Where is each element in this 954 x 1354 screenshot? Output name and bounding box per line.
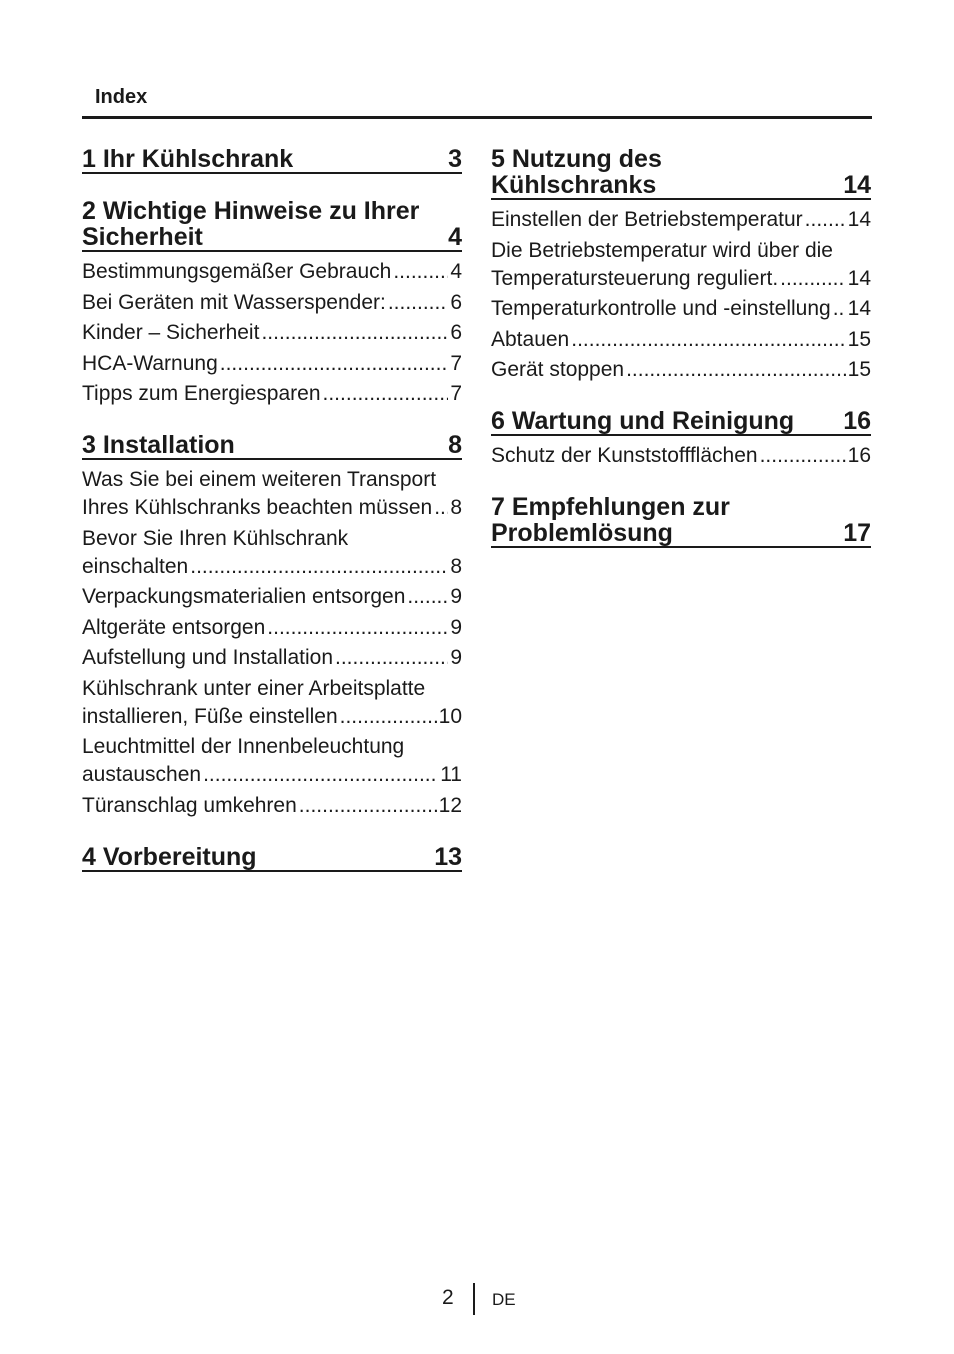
entry-line [491, 326, 871, 354]
toc-entry [491, 237, 871, 293]
section-page-number: 8 [448, 431, 462, 459]
entry-line [82, 319, 462, 347]
section-page-number: 4 [448, 223, 462, 251]
toc-entry [491, 442, 871, 470]
toc-section-heading [82, 844, 462, 872]
entry-line [491, 442, 871, 470]
section-title: Sicherheit [82, 223, 203, 251]
dot-leader [626, 356, 846, 384]
entry-page-number: 7 [450, 382, 462, 405]
dot-leader [299, 792, 437, 820]
entry-line [82, 761, 462, 789]
entry-page-number: 10 [438, 704, 462, 728]
toc-column-left [82, 146, 462, 872]
section-title-line [82, 844, 426, 870]
entry-page-number: 12 [438, 793, 462, 817]
dot-leader [805, 206, 846, 234]
entry-text: austauschen [82, 763, 202, 786]
section-title-line [82, 224, 440, 250]
entry-text: Gerät stoppen [491, 358, 625, 381]
entry-page-number: 14 [847, 208, 871, 231]
dot-leader [571, 326, 845, 354]
section-title-block [82, 432, 440, 458]
dot-leader [261, 319, 448, 347]
language-code: DE [492, 1290, 516, 1309]
section-page-number: 3 [448, 145, 462, 173]
entry-line [82, 703, 462, 731]
entry-page-number: 15 [847, 327, 871, 351]
dot-leader [780, 265, 845, 293]
entry-text-first-line: Was Sie bei einem weiteren Transport [82, 468, 437, 491]
entry-text: Aufstellung und Installation [82, 646, 334, 669]
entry-text: Tipps zum Energiesparen [82, 382, 321, 405]
toc-entry [82, 644, 462, 672]
entry-text: Einstellen der Betriebstemperatur [491, 208, 803, 231]
footer-divider [473, 1283, 475, 1315]
dot-leader [335, 644, 448, 672]
dot-leader [203, 761, 438, 789]
section-title-line [491, 408, 835, 434]
toc-entry [491, 295, 871, 323]
section-number: 5 [491, 145, 505, 173]
section-title: Problemlösung [491, 519, 673, 547]
section-title-line [82, 146, 440, 172]
entry-line [82, 583, 462, 611]
section-title-line [82, 198, 440, 224]
entry-page-number: 9 [450, 646, 462, 669]
entry-page-number: 8 [450, 496, 462, 519]
entry-text: Abtauen [491, 327, 570, 351]
entry-page-number: 15 [847, 358, 871, 381]
entry-text: Türanschlag umkehren [82, 793, 297, 817]
entry-line [82, 614, 462, 642]
entry-text-first-line: Bevor Sie Ihren Kühlschrank [82, 526, 349, 550]
dot-leader [220, 350, 449, 378]
section-title: Ihr Kühlschrank [102, 145, 294, 173]
entry-text: einschalten [82, 554, 189, 578]
dot-leader [393, 258, 448, 286]
section-number: 6 [491, 407, 505, 435]
section-title-block [491, 146, 835, 198]
toc-entry [82, 675, 462, 731]
entry-line [82, 792, 462, 820]
section-title-first-line: Wichtige Hinweise zu Ihrer [102, 197, 420, 225]
dot-leader [407, 583, 448, 611]
toc-entry [82, 733, 462, 789]
section-title-block [82, 146, 440, 172]
entry-page-number: 14 [847, 266, 871, 290]
section-title-block [82, 844, 426, 870]
entry-page-number: 4 [450, 260, 462, 283]
toc-entry [82, 258, 462, 286]
toc-entry [82, 525, 462, 581]
section-title-first-line: Nutzung des [511, 145, 662, 173]
entry-line [82, 350, 462, 378]
toc-entry [491, 206, 871, 234]
entry-line [82, 494, 462, 522]
dot-leader [340, 703, 437, 731]
section-title-line [491, 146, 835, 172]
page-number: 2 [442, 1286, 454, 1309]
section-title: Kühlschranks [491, 171, 657, 199]
entry-text: Altgeräte entsorgen [82, 615, 266, 639]
entry-line [82, 258, 462, 286]
header-rule [82, 116, 872, 119]
entry-line [82, 380, 462, 408]
entry-page-number: 9 [450, 585, 462, 608]
entry-page-number: 6 [450, 290, 462, 314]
toc-entry [82, 792, 462, 820]
entry-text: Bestimmungsgemäßer Gebrauch [82, 260, 392, 283]
entry-text: Schutz der Kunststoffflächen [491, 444, 758, 467]
entry-page-number: 11 [440, 763, 462, 786]
entry-page-number: 7 [450, 351, 462, 375]
section-page-number: 14 [843, 171, 871, 199]
entry-text: Bei Geräten mit Wasserspender: [82, 290, 386, 314]
entry-line [82, 644, 462, 672]
dot-leader [760, 442, 846, 470]
section-title: Installation [102, 431, 235, 459]
toc-entry [82, 466, 462, 522]
entry-page-number: 14 [847, 297, 871, 320]
section-title: Vorbereitung [102, 842, 257, 871]
entry-text-first-line: Die Betriebstemperatur wird über die [491, 238, 833, 262]
section-title: Wartung und Reinigung [511, 407, 795, 435]
section-number: 2 [82, 197, 96, 225]
toc-entry [82, 289, 462, 317]
toc-section-heading [491, 408, 871, 436]
entry-text: Temperaturkontrolle und -einstellung [491, 297, 831, 320]
entry-line [491, 356, 871, 384]
entry-text: Ihres Kühlschranks beachten müssen [82, 496, 433, 519]
toc-entry [491, 326, 871, 354]
entry-text-first-line: Kühlschrank unter einer Arbeitsplatte [82, 676, 426, 700]
dot-leader [388, 289, 448, 317]
section-title-block [491, 408, 835, 434]
entry-page-number: 8 [450, 554, 462, 578]
entry-page-number: 6 [450, 321, 462, 344]
toc-section-heading [82, 198, 462, 252]
toc-entry [82, 350, 462, 378]
toc-section-heading [491, 146, 871, 200]
toc-entry [491, 356, 871, 384]
section-title-line [491, 494, 835, 520]
dot-leader [434, 494, 448, 522]
entry-text-first-line: Leuchtmittel der Innenbeleuchtung [82, 735, 405, 758]
section-number: 4 [82, 842, 96, 871]
section-title-line [82, 432, 440, 458]
section-title-block [82, 198, 440, 250]
entry-text: Kinder – Sicherheit [82, 321, 260, 344]
toc-column-right [491, 146, 871, 548]
section-title-block [491, 494, 835, 546]
dot-leader [267, 614, 448, 642]
section-page-number: 16 [843, 407, 871, 435]
toc-entry [82, 583, 462, 611]
toc-entry [82, 614, 462, 642]
entry-line [491, 265, 871, 293]
section-page-number: 17 [843, 519, 871, 547]
entry-line [491, 206, 871, 234]
dot-leader [190, 553, 448, 581]
section-title-first-line: Empfehlungen zur [511, 493, 730, 521]
section-number: 7 [491, 493, 505, 521]
entry-text: installieren, Füße einstellen [82, 704, 338, 728]
toc-entry [82, 319, 462, 347]
entry-text: Temperatursteuerung reguliert. [491, 266, 779, 290]
toc-section-heading [491, 494, 871, 548]
section-number: 1 [82, 145, 96, 173]
entry-page-number: 9 [450, 615, 462, 639]
toc-section-heading [82, 146, 462, 174]
dot-leader [323, 380, 449, 408]
toc-section-heading [82, 432, 462, 460]
section-title-line [491, 172, 835, 198]
dot-leader [833, 295, 846, 323]
toc-entry [82, 380, 462, 408]
entry-line [491, 295, 871, 323]
entry-text: Verpackungsmaterialien entsorgen [82, 585, 406, 608]
entry-page-number: 16 [847, 444, 871, 467]
section-page-number: 13 [434, 842, 462, 871]
entry-line [82, 289, 462, 317]
section-number: 3 [82, 431, 96, 459]
section-title-line [491, 520, 835, 546]
entry-line [82, 553, 462, 581]
entry-text: HCA-Warnung [82, 351, 218, 375]
page-header-title: Index [95, 86, 148, 108]
